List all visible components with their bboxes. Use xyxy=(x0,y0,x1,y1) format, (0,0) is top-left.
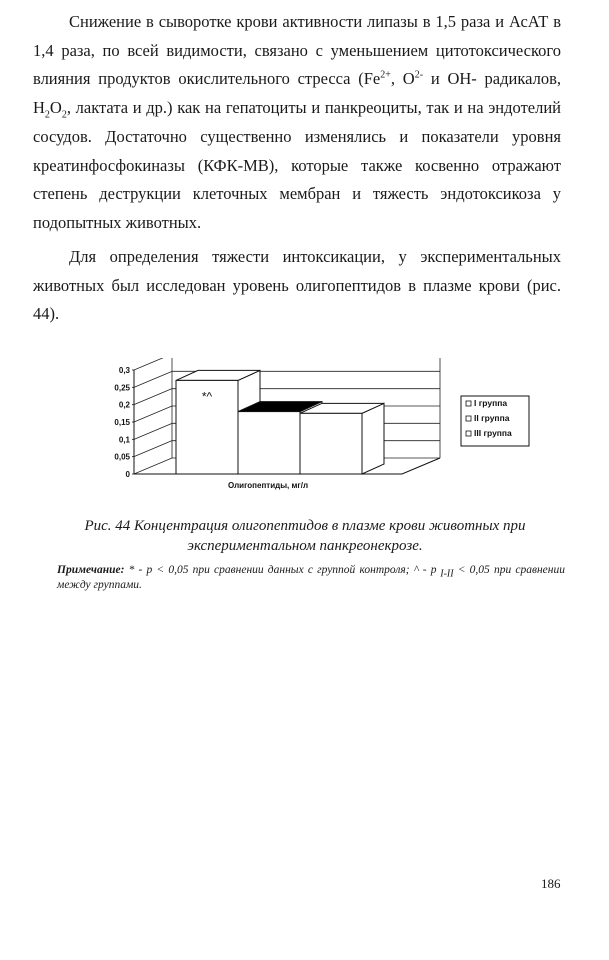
gridline-diagonal xyxy=(134,458,172,474)
gridline-diagonal xyxy=(134,423,172,439)
legend-swatch xyxy=(466,401,471,406)
y-tick-label: 0,05 xyxy=(114,452,130,462)
gridline-diagonal xyxy=(134,406,172,422)
page-number: 186 xyxy=(541,876,561,891)
paragraph-1: Снижение в сыворотке крови активности липазы в 1,5 раза и АсАТ в 1,4 раза, по всей видимости, связано с уменьшением цитотоксического влияния продуктов окислительного стресса ($Fe^{2+}$, $O^{2-}$ и ОН- радикалов, $H_2O_2$, лактата и др.) как на гепатоциты и панкреоциты, так и на эндотелий сосудов. Достаточно существенно изменялись и показатели уровня креатинфосфокиназы (КФК-МВ), которые также косвенно отражают степень деструкции клеточных мембран и тяжесть эндотоксикоза у подопытных животных. xyxy=(33,12,561,232)
gridline-diagonal xyxy=(134,441,172,457)
bar-annotation: *^ xyxy=(201,389,213,404)
bar-front xyxy=(300,413,362,474)
legend-label: I группа xyxy=(474,398,508,408)
note-label: Примечание: xyxy=(57,564,125,576)
y-tick-label: 0,2 xyxy=(118,400,130,410)
y-tick-label: 0 xyxy=(125,470,130,479)
figure-note: Примечание: * - р < 0,05 при сравнении данных с группой контроля; ^ - р $_{I-II}$ < 0,05 при сравнении между группами. xyxy=(57,564,565,591)
y-tick-label: 0,1 xyxy=(118,435,130,445)
legend-label: III группа xyxy=(474,428,512,438)
y-tick-label: 0,25 xyxy=(114,383,130,393)
oligopeptides-bar-chart xyxy=(108,358,538,493)
paragraph-2: Для определения тяжести интоксикации, у экспериментальных животных был исследован уровень олигопептидов в плазме крови (рис. 44). xyxy=(33,247,561,324)
bar-front xyxy=(238,412,300,474)
bar-3 xyxy=(300,403,384,474)
gridline-diagonal xyxy=(134,371,172,387)
figure-caption: Рис. 44 Концентрация олигопептидов в плазме крови животных при экспериментальном панкреонекрозе. xyxy=(84,518,526,554)
bar-side xyxy=(362,403,384,474)
x-axis-label: Олигопептиды, мг/л xyxy=(227,481,309,490)
y-tick-label: 0,3 xyxy=(118,366,130,375)
legend-swatch xyxy=(466,416,471,421)
y-tick-label: 0,15 xyxy=(114,418,130,427)
gridline-diagonal xyxy=(134,389,172,405)
legend-label: II группа xyxy=(474,413,510,423)
gridline-diagonal xyxy=(134,358,172,370)
legend-swatch xyxy=(466,431,471,436)
